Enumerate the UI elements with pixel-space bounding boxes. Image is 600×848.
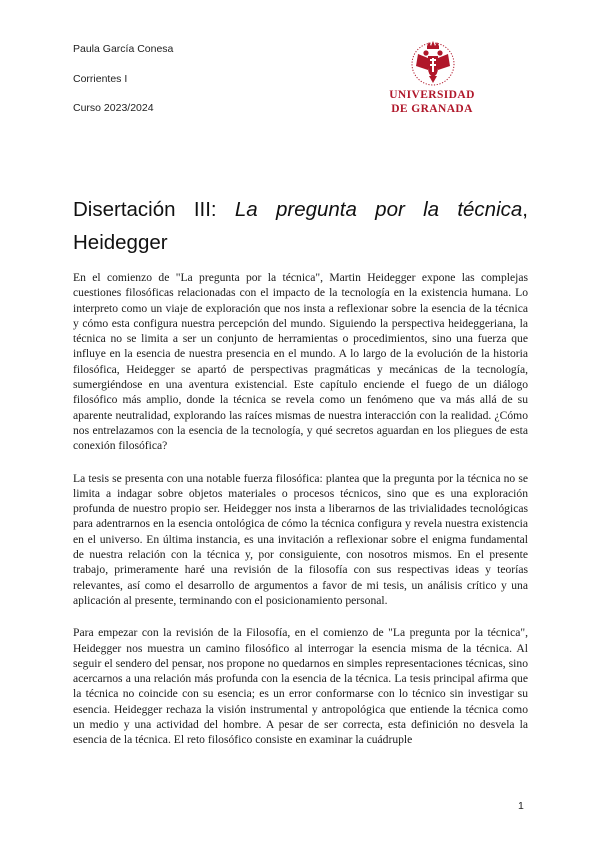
paragraph-2: La tesis se presenta con una notable fuerza filosófica: plantea que la pregunta por la técnica no se limita a indagar sobre objetos materiales o procesos técnicos, sino que es una exploración profunda de nuestro propio ser. Heidegger nos insta a liberarnos de las trivialidades tecnológicas para adentrarnos en la esencia ontológica de cómo la técnica configura y revela nuestra existencia en el universo. En última instancia, es una invitación a reflexionar sobre el enigma fundamental de nuestra relación con la técnica y, por consiguiente, con nosotros mismos. En el presente trabajo, primeramente haré una revisión de la filosofía con sus respectivas ideas y teorías relevantes, así como el desarrollo de argumentos a favor de mi tesis, un análisis crítico y una aplicación al presente, terminando con el posicionamiento personal.: [73, 471, 528, 607]
university-crest-icon: [410, 40, 456, 88]
title-prefix: Disertación III:: [73, 198, 235, 221]
university-logo: [382, 40, 482, 120]
logo-text-line1: UNIVERSIDAD: [389, 89, 475, 101]
page-title: [73, 193, 528, 259]
logo-text-line2: DE GRANADA: [391, 103, 473, 115]
paragraph-3: Para empezar con la revisión de la Filosofía, en el comienzo de "La pregunta por la técnica", Heidegger nos muestra un camino filosófico al interrogar la esencia misma de la técnica. Al seguir el sendero del pensar, nos propone no quedarnos en simples representaciones técnicas, sino acercarnos a una relación más profunda con la esencia de la técnica. La tesis principal afirma que la técnica no coincide con su esencia; es un error conformarse con lo técnico sin investigar su esencia. Heidegger rechaza la visión instrumental y antropológica que entiende la técnica como un medio y una actividad del hombre. A pesar de ser correcta, esta definición no desvela la esencia de la técnica. El reto filosófico consiste en examinar la cuádruple: [73, 626, 528, 747]
title-suffix: , Heidegger: [73, 198, 528, 254]
author-name: Paula García Conesa: [73, 43, 174, 55]
course-name: Corrientes I: [73, 73, 128, 85]
paragraph-1: En el comienzo de "La pregunta por la técnica", Martin Heidegger expone las complejas cuestiones filosóficas relacionadas con el impacto de la tecnología en la existencia humana. Lo interpreto como un viaje de exploración que nos insta a reflexionar sobre la esencia de la técnica y cómo esta configura nuestra percepción del mundo. Siguiendo la perspectiva heideggeriana, la técnica no se limita a ser un conjunto de herramientas o procedimientos, sino una fuerza que influye en la esencia de nuestra presencia en el mundo. A lo largo de la evolución de la historia filosófica, Heidegger se apartó de perspectivas pragmáticas y mecánicas de la tecnología, sumergiéndose en una aventura existencial. Este capítulo enciende el fuego de un diálogo filosófico más amplio, donde la técnica se revela como un fenómeno que va más allá de su aparente neutralidad, explorando las raíces mismas de nuestra interacción con la realidad. ¿Cómo nos entrelazamos con la esencia de la tecnología, y qué secretos aguardan en los pliegues de esta conexión filosófica?: [73, 271, 528, 453]
document-body: [73, 270, 528, 765]
page-number: 1: [518, 800, 524, 812]
title-italic: La pregunta por la técnica: [234, 198, 523, 221]
course-year: Curso 2023/2024: [73, 102, 154, 114]
